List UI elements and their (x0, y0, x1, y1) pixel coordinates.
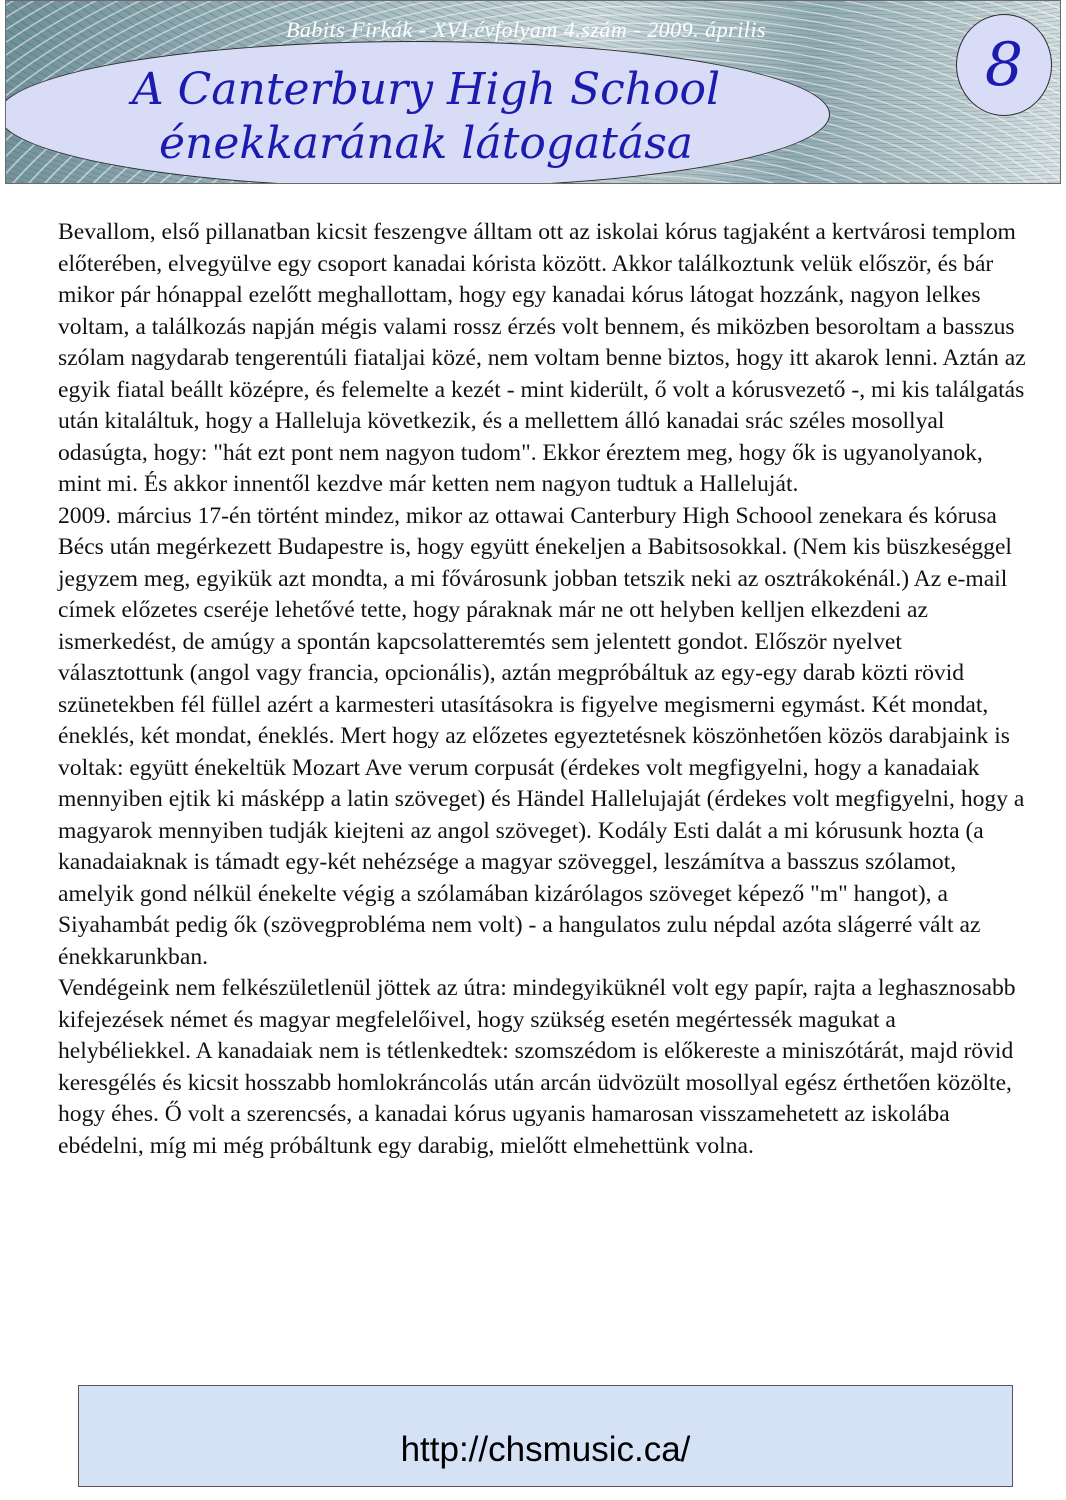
footer-url: http://chsmusic.ca/ (400, 1430, 691, 1469)
title-line-2: énekkarának látogatása (158, 118, 694, 169)
article-paragraph: Bevallom, első pillanatban kicsit feszengve álltam ott az iskolai kórus tagjaként a kertvárosi templom előterében, elvegyülve egy csoport kanadai kórista között. Akkor találkoztunk velük először, és bár mikor pár hónappal ezelőtt meghallottam, hogy egy kanadai kórus látogat hozzánk, nagyon lelkes voltam, a találkozás napján mégis valami rossz érzés volt bennem, és miközben besoroltam a basszus szólam nagydarab tengerentúli fiataljai közé, nem voltam benne biztos, hogy itt akarok lenni. Aztán az egyik fiatal beállt középre, és felemelte a kezét - mint kiderült, ő volt a kórusvezető -, mi kis találgatás után kitaláltuk, hogy a Halleluja következik, és a mellettem álló kanadai srác széles mosollyal odasúgta, hogy: "hát ezt pont nem nagyon tudom". Ekkor éreztem meg, hogy ők is ugyanolyanok, mint mi. És akkor innentől kezdve már ketten nem nagyon tudtuk a Halleluját. (58, 219, 1026, 497)
footer-box (78, 1385, 1013, 1487)
title-line-1: A Canterbury High School (131, 64, 721, 115)
article-paragraph: Vendégeink nem felkészületlenül jöttek az útra: mindegyiküknél volt egy papír, rajta a leghasznosabb kifejezések német és magyar megfelelőivel, hogy szükség esetén megértessék magukat a helybéliekkel. A kanadaiak nem is tétlenkedtek: szomszédom is előkereste a miniszótárát, majd rövid keresgélés és kicsit hosszabb homlokráncolás után arcán üdvözült mosollyal egész érthetően közölte, hogy éhes. Ő volt a szerencsés, a kanadai kórus ugyanis hamarosan visszamehetett az iskolába ebédelni, míg mi még próbáltunk egy darabig, mielőtt elmehettünk volna. (58, 975, 1016, 1159)
issue-line: Babits Firkák - XVI.évfolyam 4.szám - 2009. április (285, 17, 767, 42)
page-number: 8 (956, 14, 1052, 116)
article-body (58, 217, 1028, 1162)
page-title (66, 63, 786, 171)
header-banner (5, 0, 1061, 184)
article-paragraph: 2009. március 17-én történt mindez, mikor az ottawai Canterbury High Schoool zenekara és kórusa Bécs után megérkezett Budapestre is, hogy együtt énekeljen a Babitsosokkal. (Nem kis büszkeséggel jegyzem meg, egyikük azt mondta, a mi fővárosunk jobban tetszik neki az osztrákokénál.) Az e-mail címek előzetes cseréje lehetővé tette, hogy páraknak már ne ott helyben kelljen elkezdeni az ismerkedést, de amúgy a spontán kapcsolatteremtés sem jelentett gondot. Először nyelvet választottunk (angol vagy francia, opcionális), aztán megpróbáltuk az egy-egy darab közti rövid szünetekben fél füllel azért a karmesteri utasításokra is figyelve megismerni egymást. Két mondat, éneklés, két mondat, éneklés. Mert hogy az előzetes egyeztetésnek köszönhetően közös darabjaink is voltak: együtt énekeltük Mozart Ave verum corpusát (érdekes volt megfigyelni, hogy a kanadaiak mennyiben ejtik ki másképp a latin szöveget) és Händel Hallelujaját (érdekes volt megfigyelni, hogy a magyarok mennyiben tudják kiejteni az angol szöveget). Kodály Esti dalát a mi kórusunk hozta (a kanadaiaknak is támadt egy-két nehézsége a magyar szöveggel, leszámítva a basszus szólamot, amelyik gond nélkül énekelte végig a szólamában kizárólagos szöveget képező "m" hangot), a Siyahambát pedig ők (szövegprobléma nem volt) - a hangulatos zulu népdal azóta slágerré vált az énekkarunkban. (58, 502, 1025, 970)
